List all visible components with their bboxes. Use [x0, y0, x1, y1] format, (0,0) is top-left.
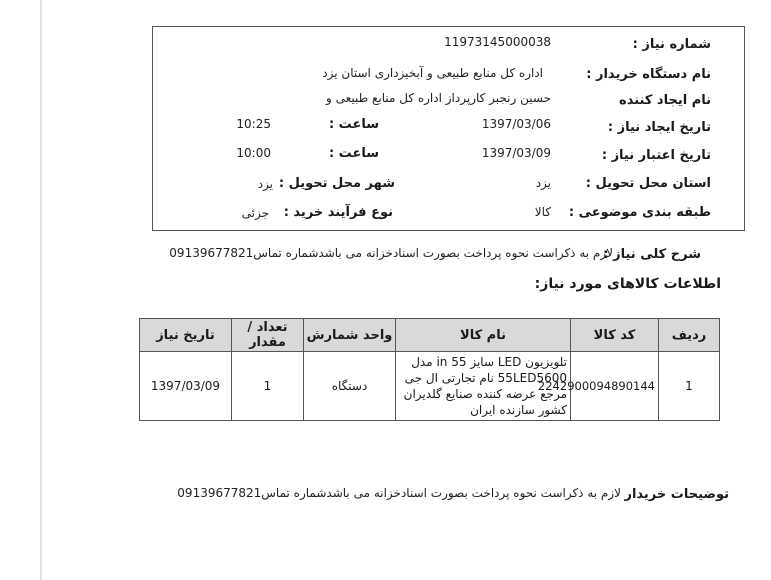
- table-row: [140, 352, 720, 421]
- row-need-date: 1397/03/09: [140, 352, 232, 421]
- buyer-notes-label: توضیحات خریدار: [624, 487, 729, 502]
- created-date-value: 1397/03/06: [481, 117, 551, 131]
- need-number-value: 11973145000038: [444, 35, 551, 49]
- creator-label: نام ایجاد کننده: [619, 93, 711, 108]
- need-number-label: شماره نیاز :: [632, 37, 711, 52]
- category-value: کالا: [534, 205, 551, 219]
- row-quantity: 1: [232, 352, 304, 421]
- row-index: 1: [659, 352, 720, 421]
- left-divider: [40, 0, 42, 580]
- province-value: یزد: [535, 176, 551, 190]
- summary-label: شرح کلی نیاز :: [603, 247, 701, 262]
- valid-date-value: 1397/03/09: [481, 146, 551, 160]
- buyer-org-value: اداره کل منابع طبیعی و آبخیزداری استان یزد: [322, 66, 543, 80]
- header-unit: واحد شمارش: [304, 319, 396, 352]
- valid-time-value: 10:00: [236, 146, 271, 160]
- summary-value: لازم به ذکراست نحوه پرداخت بصورت اسنادخزانه می باشدشماره تماس09139677821: [169, 246, 613, 260]
- purchase-process-value: جزئی: [241, 206, 269, 220]
- header-item-code: کد کالا: [571, 319, 659, 352]
- created-date-label: تاریخ ایجاد نیاز :: [607, 120, 711, 135]
- row-unit: دستگاه: [304, 352, 396, 421]
- city-label: شهر محل تحویل :: [278, 176, 395, 191]
- row-item-name: تلویزیون LED سایز 55 in مدل 55LED5600 نام تجارتی ال جی مرجع عرضه کننده صنایع گلدیران کشور سازنده ایران: [396, 352, 571, 421]
- valid-time-label: ساعت :: [328, 146, 379, 161]
- header-need-date: تاریخ نیاز: [140, 319, 232, 352]
- city-value: یزد: [257, 177, 273, 191]
- creator-value: حسین رنجبر کارپرداز اداره کل منابع طبیعی و: [325, 91, 551, 105]
- row-item-code: 2242900094890144: [571, 352, 659, 421]
- category-label: طبقه بندی موضوعی :: [568, 205, 711, 220]
- purchase-process-label: نوع فرآیند خرید :: [283, 205, 393, 220]
- table-header-row: [140, 319, 720, 352]
- created-time-label: ساعت :: [328, 117, 379, 132]
- header-row-number: ردیف: [659, 319, 720, 352]
- items-table: [139, 318, 720, 421]
- header-item-name: نام کالا: [396, 319, 571, 352]
- header-quantity: تعداد / مقدار: [232, 319, 304, 352]
- buyer-notes-value: لازم به ذکراست نحوه پرداخت بصورت اسنادخزانه می باشدشماره تماس09139677821: [177, 486, 621, 500]
- items-section-title: اطلاعات کالاهای مورد نیاز:: [534, 276, 721, 292]
- created-time-value: 10:25: [236, 117, 271, 131]
- province-label: استان محل تحویل :: [585, 176, 711, 191]
- valid-date-label: تاریخ اعتبار نیاز :: [601, 148, 711, 163]
- buyer-org-label: نام دستگاه خریدار :: [586, 67, 711, 82]
